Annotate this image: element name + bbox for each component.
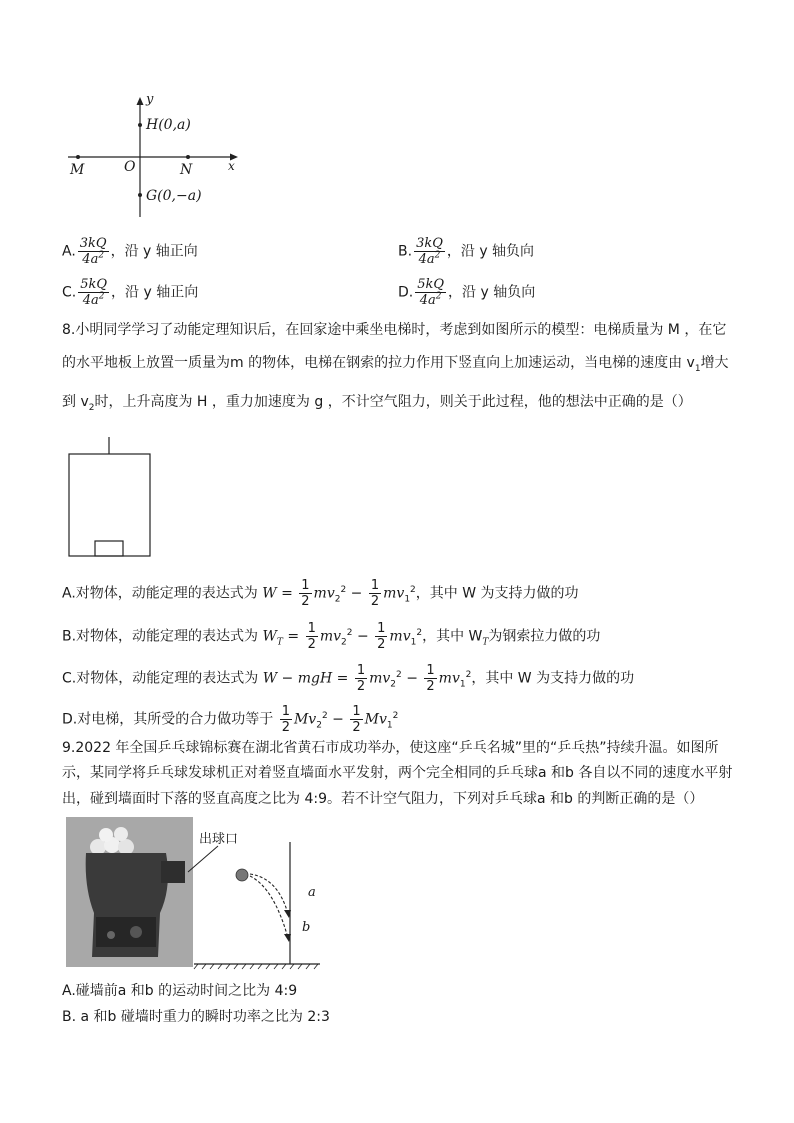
q7-option-d[interactable]: D. $\frac{5kQ}{4a^2}$ ，沿 y 轴负向 bbox=[398, 277, 536, 308]
q8-option-a[interactable]: A.对物体，动能定理的表达式为 W = $\frac{1}{2}$ $mv_2^2$ − $\frac{1}{2}$ $mv_1^2$，其中 W 为支持力做的功 bbox=[62, 578, 579, 609]
trajectory-b-label: b bbox=[302, 920, 311, 935]
q9-option-b[interactable]: B. a 和b 碰墙时重力的瞬时功率之比为 2:3 bbox=[62, 1009, 330, 1025]
q8-option-b[interactable]: B.对物体，动能定理的表达式为 $W_T$ = $\frac{1}{2}$ $mv_2^2$ − $\frac{1}{2}$ $mv_1^2$，其中 $W_T$为钢索拉力做的功 bbox=[62, 621, 601, 652]
q7-option-c[interactable]: C. $\frac{5kQ}{4a^2}$ ，沿 y 轴正向 bbox=[62, 277, 199, 308]
origin-label: O bbox=[124, 159, 136, 175]
point-m-dot bbox=[76, 155, 80, 159]
q9-stem-line1: 9.2022 年全国乒乓球锦标赛在湖北省黄石市成功举办，使这座“乒乓名城”里的“乒乓热”持续升温。如图所 bbox=[62, 740, 719, 756]
point-m-label: M bbox=[70, 162, 85, 178]
pointer-line bbox=[188, 846, 218, 872]
q8-stem-line3: 到 $v_2$时，上升高度为 H ，重力加速度为 g ，不计空气阻力，则关于此过程，他的想法中正确的是（） bbox=[62, 394, 692, 413]
q9-stem-line2: 示，某同学将乒乓球发球机正对着竖直墙面水平发射，两个完全相同的乒乓球a 和b 各自以不同的速度水平射 bbox=[62, 765, 733, 781]
ground-hatch bbox=[194, 964, 318, 969]
outlet-label: 出球口 bbox=[199, 832, 239, 847]
object-block bbox=[95, 541, 123, 556]
point-n-dot bbox=[186, 155, 190, 159]
y-axis-label: y bbox=[146, 92, 154, 107]
y-axis-arrow bbox=[137, 97, 144, 105]
q7-option-a[interactable]: A. $\frac{3kQ}{4a^2}$ ，沿 y 轴正向 bbox=[62, 236, 198, 267]
trajectory-a-label: a bbox=[308, 885, 316, 900]
q8-stem-line1: 8.小明同学学习了动能定理知识后，在回家途中乘坐电梯时，考虑到如图所示的模型：电梯质量为 M ，在它 bbox=[62, 322, 727, 338]
point-h-dot bbox=[138, 123, 142, 127]
ping-pong-ball bbox=[236, 869, 248, 881]
point-n-label: N bbox=[180, 162, 193, 178]
q8-option-c[interactable]: C.对物体，动能定理的表达式为 W − mgH = $\frac{1}{2}$ $mv_2^2$ − $\frac{1}{2}$ $mv_1^2$，其中 W 为支持力做的功 bbox=[62, 663, 635, 694]
elevator-diagram bbox=[60, 432, 160, 562]
x-axis-label: x bbox=[228, 159, 235, 173]
point-g-label: G(0,−a) bbox=[146, 188, 202, 204]
q8-stem-line2: 的水平地板上放置一质量为m 的物体，电梯在钢索的拉力作用下竖直向上加速运动，当电梯的速度由 $v_1$增大 bbox=[62, 355, 729, 374]
trajectory-b bbox=[250, 876, 288, 938]
trajectory-diagram bbox=[170, 830, 330, 975]
q9-option-a[interactable]: A.碰墙前a 和b 的运动时间之比为 4:9 bbox=[62, 983, 298, 999]
q9-stem-line3: 出，碰到墙面时下落的竖直高度之比为 4:9。若不计空气阻力，下列对乒乓球a 和b 的判断正确的是（） bbox=[62, 791, 704, 807]
point-g-dot bbox=[138, 193, 142, 197]
q8-option-d[interactable]: D.对电梯，其所受的合力做功等于 $\frac{1}{2}$ $Mv_2^2$ − $\frac{1}{2}$ $Mv_1^2$ bbox=[62, 704, 399, 735]
q7-option-b[interactable]: B. $\frac{3kQ}{4a^2}$ ，沿 y 轴负向 bbox=[398, 236, 535, 267]
point-h-label: H(0,a) bbox=[146, 117, 191, 133]
